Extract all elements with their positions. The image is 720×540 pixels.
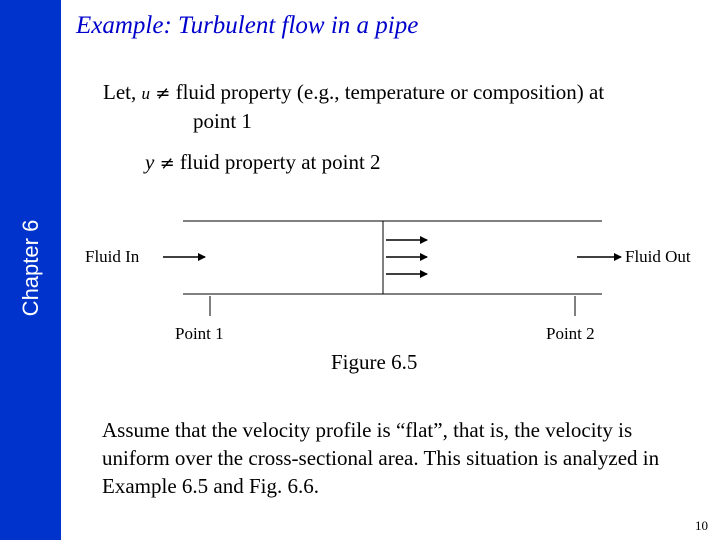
point1-label: Point 1 (175, 324, 224, 343)
page-number: 10 (695, 518, 708, 533)
let-prefix: Let, (103, 80, 137, 104)
slide-title: Example: Turbulent flow in a pipe (76, 12, 419, 39)
fluid-in-label: Fluid In (85, 247, 140, 266)
u-variable: u (141, 84, 150, 103)
definition-symbol-y: ≠ (159, 153, 175, 174)
y-description: fluid property at point 2 (179, 150, 381, 174)
figure-caption: Figure 6.5 (331, 350, 418, 374)
u-description-line2: point 1 (193, 109, 252, 133)
fluid-out-label: Fluid Out (625, 247, 691, 266)
point2-label: Point 2 (546, 324, 595, 343)
definition-symbol-u: ≠ (155, 83, 171, 104)
y-variable: y (145, 150, 155, 174)
chapter-label: Chapter 6 (18, 219, 43, 317)
u-description-line1: fluid property (e.g., temperature or composition) at (175, 80, 605, 104)
explanation-paragraph: Assume that the velocity profile is “flat”, that is, the velocity is uniform over the cross-sectional area. This situation is analyzed in Example 6.5 and Fig. 6.6. (102, 418, 660, 498)
